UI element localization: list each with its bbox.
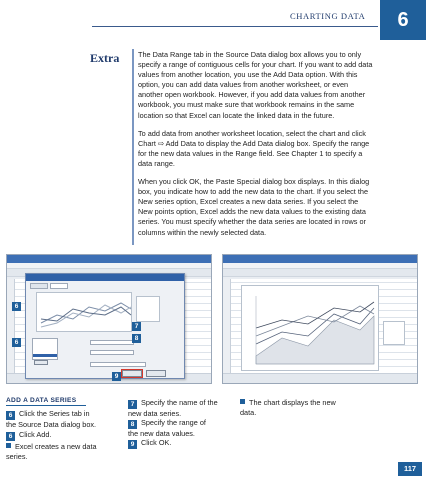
page-number: 117 <box>398 462 422 476</box>
step-text: Click Add. <box>19 430 52 439</box>
window-titlebar <box>7 255 211 263</box>
chart-legend <box>383 321 405 345</box>
step-badge: 9 <box>128 440 137 449</box>
row-headers <box>7 279 15 373</box>
callout-8: 8 <box>132 334 141 343</box>
screenshot-source-data-dialog <box>6 254 212 384</box>
dialog-tabs <box>30 283 68 289</box>
step-item <box>128 438 218 449</box>
callout-6: 6 <box>12 302 21 311</box>
step-text: The chart displays the new data. <box>240 398 336 417</box>
step-item <box>6 430 98 441</box>
step-badge: 7 <box>128 400 137 409</box>
steps-heading-rule <box>6 405 86 406</box>
step-item <box>240 398 340 418</box>
step-badge: 6 <box>6 432 15 441</box>
category-labels-field[interactable] <box>90 362 146 367</box>
step-text: Specify the range of the new data values. <box>128 418 206 438</box>
chapter-tab: 6 <box>380 0 426 40</box>
callout-9: 9 <box>112 372 121 381</box>
steps-heading: ADD A DATA SERIES <box>6 397 77 404</box>
step-item <box>128 418 218 439</box>
running-header-title: CHARTING DATA <box>290 11 366 21</box>
screenshot-excel-chart <box>222 254 418 384</box>
step-text: Excel creates a new data series. <box>6 442 97 461</box>
step-text: Click OK. <box>141 438 172 447</box>
step-text: Click the Series tab in the Source Data dialog box. <box>6 409 97 429</box>
bullet-square-icon <box>240 399 245 404</box>
chart-area[interactable] <box>241 285 379 371</box>
surface-chart <box>242 286 380 372</box>
step-item <box>6 409 98 430</box>
dialog-chart-preview <box>36 292 132 332</box>
ok-button[interactable] <box>122 370 142 377</box>
step-badge: 6 <box>6 411 15 420</box>
dialog-legend <box>136 296 160 322</box>
bullet-square-icon <box>6 443 11 448</box>
step-text: Specify the name of the new data series. <box>128 398 218 418</box>
step-item <box>128 398 218 419</box>
series-list-selected <box>33 354 57 357</box>
row-headers <box>223 279 231 373</box>
series-name-field[interactable] <box>90 340 134 345</box>
extra-text <box>138 50 374 246</box>
add-button[interactable] <box>34 360 48 365</box>
extra-paragraph: To add data from another worksheet location, select the chart and click Chart ⇨ Add Data to display the Add Data dialog box. Specify the range for the new data values in the Range field. See Chapter 1 to specify a data range. <box>138 128 370 168</box>
tab-data-range[interactable] <box>30 283 48 289</box>
series-values-field[interactable] <box>90 350 134 355</box>
extra-paragraph: When you click OK, the Paste Special dialog box displays. In this dialog box, you indicate how to add the new data to the chart. If you select the New series option, Excel creates a new data series. If you select the New points option, Excel adds the new data values to the existing data series. You must specify whether the data series are located in rows or columns within the newly selected data. <box>138 177 370 237</box>
toolbar <box>223 269 417 277</box>
window-titlebar <box>223 255 417 263</box>
callout-6b: 6 <box>12 338 21 347</box>
step-badge: 8 <box>128 420 137 429</box>
extra-paragraph: The Data Range tab in the Source Data dialog box allows you to only specify a range of contiguous cells for your chart. If you want to add data values from another location, you use the Add Data option. With this option, you can add data values from another worksheet, or even another open workbook. However, if you add data values from another workbook, you must make sure that workbook remains in the same location so that Excel can locate the linked data in the future. <box>138 50 373 120</box>
header-rule <box>92 26 378 27</box>
sheet-tab-bar <box>223 373 417 383</box>
preview-chart-lines <box>37 293 133 333</box>
source-data-dialog <box>25 273 185 379</box>
extra-label: Extra <box>90 51 120 65</box>
extra-bar <box>132 49 134 245</box>
dialog-titlebar <box>26 274 184 281</box>
tab-series[interactable] <box>50 283 68 289</box>
cancel-button[interactable] <box>146 370 166 377</box>
callout-7: 7 <box>132 322 141 331</box>
step-item <box>6 442 98 462</box>
